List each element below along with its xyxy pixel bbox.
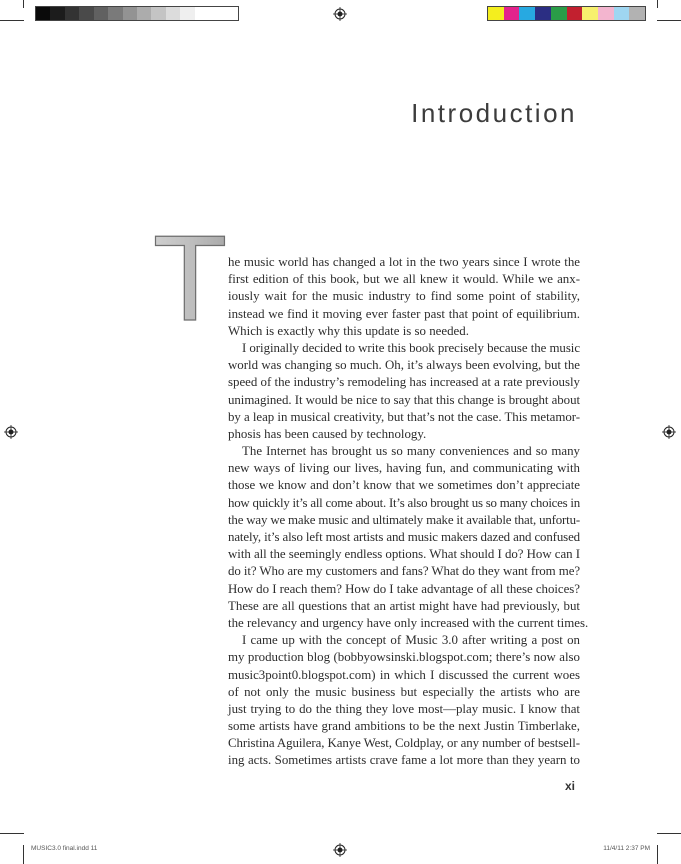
text-line: music3point0.blogspot.com) in which I discussed the current woes <box>228 667 580 682</box>
text-line: those we know and don’t know that we sometimes don’t appreciate <box>228 478 580 493</box>
gray-swatch <box>65 7 79 20</box>
text-line: Christina Aguilera, Kanye West, Coldplay, or any number of bestsell- <box>228 736 580 751</box>
text-line: phosis has been caused by technology. <box>228 426 427 441</box>
color-swatch <box>504 7 520 20</box>
registration-mark-icon <box>333 7 347 21</box>
registration-mark-icon <box>333 843 347 857</box>
chapter-title: Introduction <box>411 98 577 128</box>
grayscale-calibration-bar <box>35 6 239 21</box>
body-text <box>228 254 589 770</box>
color-swatch <box>598 7 614 20</box>
text-line: These are all questions that an artist might have had previously, but <box>228 598 580 613</box>
text-line: the way we make music and ultimately make it available that, unfortu- <box>228 512 580 527</box>
gray-swatch <box>123 7 137 20</box>
svg-text:T: T <box>152 210 228 346</box>
color-swatch <box>582 7 598 20</box>
gray-swatch <box>209 7 223 20</box>
text-line: How do I reach them? How do I take advantage of all these choices? <box>228 581 580 596</box>
text-line: how quickly it’s all come about. It’s also brought us so many choices in <box>228 495 580 510</box>
color-swatch <box>519 7 535 20</box>
gray-swatch <box>151 7 165 20</box>
color-calibration-bar <box>487 6 646 21</box>
slug-timestamp: 11/4/11 2:37 PM <box>603 845 650 852</box>
text-line: my production blog (bobbyowsinski.blogspot.com; there’s now also <box>228 650 580 665</box>
text-line: instead we find it moving ever faster past that point of equilibrium. <box>228 306 580 321</box>
registration-mark-icon <box>662 425 676 439</box>
text-line: with all the seemingly endless options. What should I do? How can I <box>228 547 580 562</box>
text-line: he music world has changed a lot in the two years since I wrote the <box>228 255 580 269</box>
gray-swatch <box>79 7 93 20</box>
text-line: world was changing so much. Oh, it’s always been evolving, but the <box>228 358 580 373</box>
color-swatch <box>551 7 567 20</box>
gray-swatch <box>108 7 122 20</box>
color-swatch <box>488 7 504 20</box>
text-line: new ways of living our lives, having fun, and communicating with <box>228 461 580 476</box>
text-line: just trying to do the thing they love most—play music. I know that <box>228 701 580 716</box>
gray-swatch <box>137 7 151 20</box>
page-number: xi <box>565 779 576 793</box>
text-line: some artists have grand ambitions to be the next Justin Timberlake, <box>228 719 580 734</box>
text-line: nately, it’s also left most artists and music makers dazed and confused <box>228 530 580 544</box>
text-line: The Internet has brought us so many conveniences and so many <box>242 444 580 459</box>
color-swatch <box>629 7 645 20</box>
drop-cap <box>152 210 228 346</box>
gray-swatch <box>166 7 180 20</box>
registration-mark-icon <box>4 425 18 439</box>
gray-swatch <box>223 7 237 20</box>
text-line: do it? Who are my customers and fans? What do they want from me? <box>228 564 580 579</box>
text-line: of not only the music business but especially the artists who are <box>228 684 580 699</box>
color-swatch <box>567 7 583 20</box>
gray-swatch <box>195 7 209 20</box>
text-line: I came up with the concept of Music 3.0 after writing a post on <box>242 633 580 648</box>
color-swatch <box>614 7 630 20</box>
gray-swatch <box>94 7 108 20</box>
text-line: first edition of this book, but we all knew it would. While we anx- <box>228 272 580 287</box>
text-line: by a leap in musical creativity, but that’s not the case. This metamor- <box>228 409 580 424</box>
text-line: unimagined. It would be nice to say that this change is brought about <box>228 392 580 407</box>
text-line: I originally decided to write this book precisely because the music <box>242 340 580 355</box>
text-line: iously wait for the music industry to find some point of stability, <box>228 289 580 304</box>
gray-swatch <box>36 7 50 20</box>
text-line: speed of the industry’s remodeling has increased at a rate previously <box>228 375 580 390</box>
text-line: ing acts. Sometimes artists crave fame a lot more than they yearn to <box>228 753 580 768</box>
text-line: Which is exactly why this update is so needed. <box>228 323 469 338</box>
color-swatch <box>535 7 551 20</box>
gray-swatch <box>180 7 194 20</box>
slug-filename: MUSIC3.0 final.indd 11 <box>31 845 98 852</box>
gray-swatch <box>50 7 64 20</box>
text-line: the relevancy and urgency have only increased with the current times. <box>228 615 589 630</box>
